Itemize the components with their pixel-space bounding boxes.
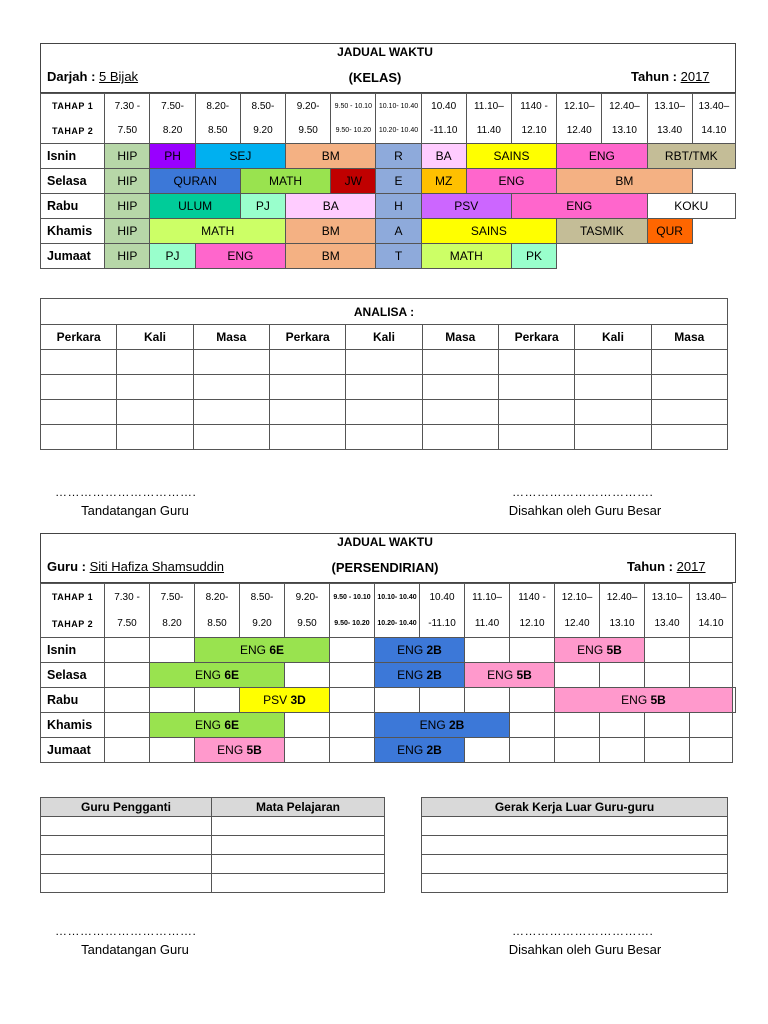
time-slot: 8.20 xyxy=(150,119,195,144)
time-slot: 12.40– xyxy=(600,584,645,611)
time-slot: 10.10- 10.40 xyxy=(375,584,420,611)
class-cell: ENG 5B xyxy=(555,638,645,663)
time-slot: 9.20 xyxy=(240,611,285,638)
day-jumaat: Jumaat xyxy=(41,738,105,763)
subject-cell: PK xyxy=(511,244,556,269)
subject-cell: HIP xyxy=(105,244,150,269)
persendirian-timetable xyxy=(40,583,736,763)
mata-pelajaran-header: Mata Pelajaran xyxy=(212,798,385,817)
class-cell: ENG 2B xyxy=(375,663,465,688)
time-slot: 13.40 xyxy=(647,119,692,144)
signature-line-guru: ……………………………. xyxy=(55,485,197,499)
table-row xyxy=(422,874,728,893)
time-slot: 8.50- xyxy=(240,584,285,611)
time-slot: 9.20- xyxy=(285,584,330,611)
subject-cell: E xyxy=(376,169,421,194)
time-slot: 9.50- 10.20 xyxy=(330,611,375,638)
time-slot: 8.20- xyxy=(195,584,240,611)
analisa-header: Kali xyxy=(575,325,651,350)
analisa-title: ANALISA : xyxy=(41,299,728,325)
class-cell: ENG 2B xyxy=(375,738,465,763)
time-slot: 10.20- 10.40 xyxy=(375,611,420,638)
subject-cell: HIP xyxy=(105,169,150,194)
subject-cell: HIP xyxy=(105,194,150,219)
time-slot: 7.50- xyxy=(150,94,195,119)
kelas-title: JADUAL WAKTU xyxy=(337,45,433,59)
persendirian-subtitle: (PERSENDIRIAN) xyxy=(331,560,439,575)
empty-cell xyxy=(557,244,736,269)
table-row xyxy=(41,874,385,893)
time-slot: 12.10– xyxy=(557,94,602,119)
time-slot: 8.50- xyxy=(240,94,285,119)
class-cell: ENG 5B xyxy=(555,688,733,713)
time-slot: 9.50 xyxy=(285,611,330,638)
time-slot: 13.10 xyxy=(602,119,647,144)
subject-cell: ENG xyxy=(557,144,647,169)
guru-label: Guru : Siti Hafiza Shamsuddin xyxy=(47,559,225,574)
analisa-table xyxy=(40,298,728,450)
day-isnin: Isnin xyxy=(41,638,105,663)
subject-cell: MATH xyxy=(240,169,330,194)
time-slot: -11.10 xyxy=(420,611,465,638)
time-slot: 9.20 xyxy=(240,119,285,144)
table-row xyxy=(422,817,728,836)
time-slot: 13.40– xyxy=(690,584,733,611)
signature-label-guru: Tandatangan Guru xyxy=(81,942,189,957)
time-slot: 12.40 xyxy=(555,611,600,638)
analisa-header: Perkara xyxy=(269,325,345,350)
class-cell: PSV 3D xyxy=(240,688,330,713)
time-slot: 13.40– xyxy=(692,94,735,119)
empty-cell xyxy=(692,219,735,244)
subject-cell: TASMIK xyxy=(557,219,647,244)
subject-cell: BA xyxy=(286,194,376,219)
kelas-subtitle: (KELAS) xyxy=(348,70,402,85)
time-slot: 10.40 xyxy=(420,584,465,611)
signature-label-guru-besar: Disahkan oleh Guru Besar xyxy=(508,942,662,957)
time-slot: 1140 - xyxy=(511,94,556,119)
kelas-tahun: Tahun : 2017 xyxy=(631,69,710,84)
time-slot: 1140 - xyxy=(510,584,555,611)
table-row xyxy=(422,855,728,874)
subject-cell: SAINS xyxy=(466,144,556,169)
tahap1-label: TAHAP 1 xyxy=(41,94,105,119)
subject-cell: HIP xyxy=(105,144,150,169)
class-cell: ENG 6E xyxy=(195,638,330,663)
time-slot: 12.10 xyxy=(511,119,556,144)
time-slot: 13.40 xyxy=(645,611,690,638)
subject-cell: QURAN xyxy=(150,169,240,194)
time-slot: 11.40 xyxy=(466,119,511,144)
subject-cell: SEJ xyxy=(195,144,285,169)
tahap1-label: TAHAP 1 xyxy=(41,584,105,611)
time-slot: 12.10– xyxy=(555,584,600,611)
day-selasa: Selasa xyxy=(41,169,105,194)
time-slot: 9.20- xyxy=(286,94,331,119)
subject-cell: ENG xyxy=(195,244,285,269)
subject-cell: R xyxy=(376,144,421,169)
time-slot: 10.20- 10.40 xyxy=(376,119,421,144)
table-row xyxy=(422,836,728,855)
subject-cell: MZ xyxy=(421,169,466,194)
time-slot: 9.50- 10.20 xyxy=(331,119,376,144)
time-slot: 8.20 xyxy=(150,611,195,638)
time-slot: 7.30 - xyxy=(105,94,150,119)
time-slot: 8.20- xyxy=(195,94,240,119)
time-slot: 10.10- 10.40 xyxy=(376,94,421,119)
guru-pengganti-table xyxy=(40,797,385,893)
subject-cell: BM xyxy=(286,144,376,169)
tahap2-label: TAHAP 2 xyxy=(41,119,105,144)
time-slot: 9.50 - 10.10 xyxy=(330,584,375,611)
subject-cell: PSV xyxy=(421,194,511,219)
analisa-header: Perkara xyxy=(41,325,117,350)
subject-cell: MATH xyxy=(150,219,286,244)
day-khamis: Khamis xyxy=(41,713,105,738)
time-slot: 11.10– xyxy=(466,94,511,119)
subject-cell: BM xyxy=(557,169,693,194)
subject-cell: RBT/TMK xyxy=(647,144,735,169)
table-row xyxy=(41,836,385,855)
analisa-header: Masa xyxy=(651,325,727,350)
table-row xyxy=(41,817,385,836)
day-jumaat: Jumaat xyxy=(41,244,105,269)
time-slot: 13.10– xyxy=(645,584,690,611)
subject-cell: PJ xyxy=(150,244,195,269)
analisa-header: Kali xyxy=(117,325,193,350)
persendirian-tahun: Tahun : 2017 xyxy=(627,559,706,574)
time-slot: 8.50 xyxy=(195,611,240,638)
time-slot: 7.50 xyxy=(105,611,150,638)
subject-cell: SAINS xyxy=(421,219,557,244)
subject-cell: A xyxy=(376,219,421,244)
subject-cell: ENG xyxy=(466,169,556,194)
class-cell: ENG 6E xyxy=(150,663,285,688)
tahap2-label: TAHAP 2 xyxy=(41,611,105,638)
subject-cell: JW xyxy=(331,169,376,194)
kelas-timetable xyxy=(40,93,736,269)
guru-pengganti-header: Guru Pengganti xyxy=(41,798,212,817)
analisa-row xyxy=(41,400,728,425)
subject-cell: KOKU xyxy=(647,194,735,219)
time-slot: 11.10– xyxy=(465,584,510,611)
signature-label-guru-besar: Disahkan oleh Guru Besar xyxy=(508,503,662,518)
persendirian-title: JADUAL WAKTU xyxy=(337,535,433,549)
analisa-header: Masa xyxy=(422,325,498,350)
analisa-header: Kali xyxy=(346,325,422,350)
darjah-label: Darjah : 5 Bijak xyxy=(47,69,139,84)
signature-line-guru-besar: ……………………………. xyxy=(512,924,654,938)
day-rabu: Rabu xyxy=(41,688,105,713)
gerak-kerja-header: Gerak Kerja Luar Guru-guru xyxy=(422,798,728,817)
day-selasa: Selasa xyxy=(41,663,105,688)
subject-cell: ULUM xyxy=(150,194,240,219)
subject-cell: ENG xyxy=(511,194,647,219)
day-isnin: Isnin xyxy=(41,144,105,169)
time-slot: 12.10 xyxy=(510,611,555,638)
signature-line-guru-besar: ……………………………. xyxy=(512,485,654,499)
subject-cell: PH xyxy=(150,144,195,169)
analisa-header: Masa xyxy=(193,325,269,350)
subject-cell: BA xyxy=(421,144,466,169)
subject-cell: H xyxy=(376,194,421,219)
time-slot: 8.50 xyxy=(195,119,240,144)
class-cell: ENG 5B xyxy=(195,738,285,763)
time-slot: 9.50 - 10.10 xyxy=(331,94,376,119)
empty-cell xyxy=(692,169,735,194)
table-row xyxy=(41,855,385,874)
time-slot: 12.40– xyxy=(602,94,647,119)
subject-cell: T xyxy=(376,244,421,269)
analisa-header: Perkara xyxy=(498,325,574,350)
time-slot: 11.40 xyxy=(465,611,510,638)
time-slot: 10.40 xyxy=(421,94,466,119)
time-slot: 14.10 xyxy=(692,119,735,144)
class-cell: ENG 5B xyxy=(465,663,555,688)
class-cell: ENG 2B xyxy=(375,713,510,738)
subject-cell: QUR xyxy=(647,219,692,244)
subject-cell: MATH xyxy=(421,244,511,269)
subject-cell: HIP xyxy=(105,219,150,244)
class-cell: ENG 2B xyxy=(375,638,465,663)
analisa-row xyxy=(41,375,728,400)
day-rabu: Rabu xyxy=(41,194,105,219)
signature-line-guru: ……………………………. xyxy=(55,924,197,938)
time-slot: 7.50 xyxy=(105,119,150,144)
signature-label-guru: Tandatangan Guru xyxy=(81,503,189,518)
time-slot: 12.40 xyxy=(557,119,602,144)
day-khamis: Khamis xyxy=(41,219,105,244)
gerak-kerja-table xyxy=(421,797,728,893)
analisa-row xyxy=(41,425,728,450)
time-slot: 7.30 - xyxy=(105,584,150,611)
class-cell: ENG 6E xyxy=(150,713,285,738)
time-slot: -11.10 xyxy=(421,119,466,144)
subject-cell: PJ xyxy=(240,194,285,219)
time-slot: 7.50- xyxy=(150,584,195,611)
subject-cell: BM xyxy=(286,219,376,244)
analisa-row xyxy=(41,350,728,375)
time-slot: 9.50 xyxy=(286,119,331,144)
time-slot: 13.10– xyxy=(647,94,692,119)
subject-cell: BM xyxy=(286,244,376,269)
time-slot: 13.10 xyxy=(600,611,645,638)
time-slot: 14.10 xyxy=(690,611,733,638)
